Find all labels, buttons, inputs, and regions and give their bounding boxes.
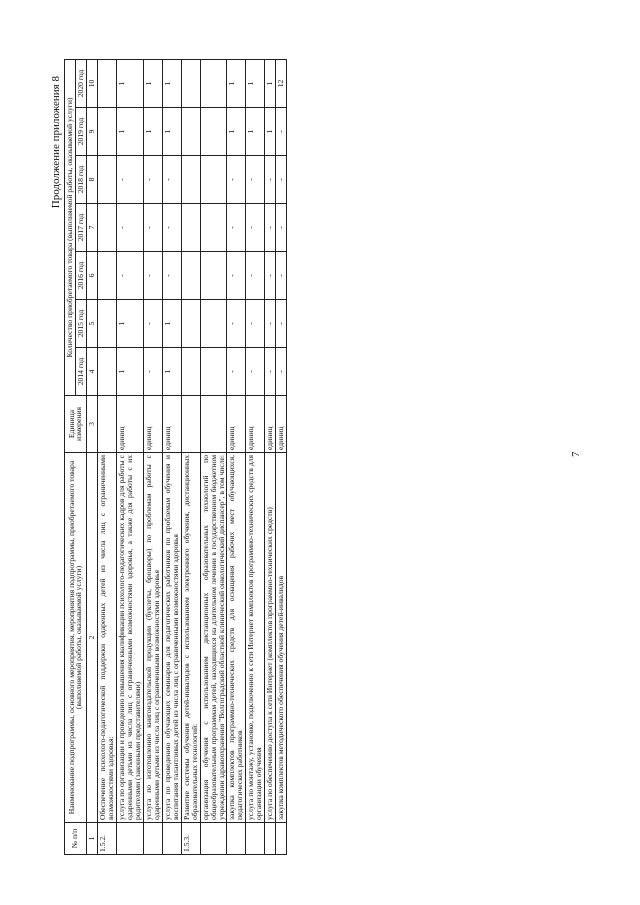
cell-num: [200, 823, 227, 855]
column-number: 10: [86, 60, 97, 108]
cell-num: 1.5.3.: [181, 823, 200, 855]
cell-value: -: [116, 156, 143, 204]
cell-text: Обеспечение психолого-педагогической поддержки одаренных детей из числа лиц с ограниченными возможностями здоровья:: [97, 453, 116, 823]
column-number: 5: [86, 300, 97, 348]
cell-value: 1: [116, 60, 143, 108]
cell-unit: единиц: [265, 396, 276, 453]
cell-text: закупка комплектов методического обеспечения обучения детей-инвалидов: [276, 453, 287, 823]
cell-value: 1: [162, 348, 181, 396]
header-year: 2017 год: [75, 204, 86, 252]
header-year: 2019 год: [75, 108, 86, 156]
cell-text: услуга по организации и проведению повышения квалификации психолого-педагогических кадров для работы с одаренными детьми из числа лиц с ограниченными возможностями здоровья, а также для работы с их родителями (законными представителями): [116, 453, 143, 823]
header-year: 2016 год: [75, 252, 86, 300]
cell-unit: единиц: [246, 396, 265, 453]
cell-value: -: [143, 252, 162, 300]
column-number: 8: [86, 156, 97, 204]
cell-value: -: [162, 252, 181, 300]
cell-value: [200, 252, 227, 300]
cell-value: -: [162, 204, 181, 252]
cell-value: -: [116, 204, 143, 252]
cell-text: услуга по проведению обучающих семинаров для педагогических работников по проблемам обучения и воспитания талантливых детей из числа лиц с ограниченными возможностями здоровья: [162, 453, 181, 823]
cell-num: [227, 823, 246, 855]
cell-num: 1.5.2.: [97, 823, 116, 855]
header-unit: Единица измерения: [65, 396, 87, 453]
cell-value: -: [246, 204, 265, 252]
cell-value: 1: [162, 108, 181, 156]
table-row: [200, 60, 227, 855]
header-year: 2020 год: [75, 60, 86, 108]
cell-value: [181, 204, 200, 252]
table-row: [265, 60, 276, 855]
cell-value: [97, 348, 116, 396]
cell-num: [116, 823, 143, 855]
continuation-label: Продолжение приложения 8: [50, 76, 62, 209]
page-number: 7: [570, 451, 582, 457]
cell-value: -: [276, 300, 287, 348]
table-row: [116, 60, 143, 855]
cell-value: [200, 204, 227, 252]
cell-value: -: [246, 348, 265, 396]
header-year: 2018 год: [75, 156, 86, 204]
cell-value: -: [227, 252, 246, 300]
cell-value: 1: [162, 300, 181, 348]
cell-value: 1: [143, 60, 162, 108]
cell-unit: единиц: [227, 396, 246, 453]
cell-value: 1: [143, 108, 162, 156]
column-number: 9: [86, 108, 97, 156]
cell-value: -: [276, 348, 287, 396]
cell-num: [276, 823, 287, 855]
header-num: № п/п: [65, 823, 87, 855]
table-body: [97, 60, 286, 855]
cell-value: 1: [265, 60, 276, 108]
cell-value: [181, 60, 200, 108]
cell-value: 1: [227, 60, 246, 108]
cell-value: -: [246, 252, 265, 300]
cell-num: [265, 823, 276, 855]
cell-value: 1: [116, 108, 143, 156]
table-row: [97, 60, 116, 855]
cell-unit: [200, 396, 227, 453]
cell-unit: единиц: [116, 396, 143, 453]
cell-value: [97, 300, 116, 348]
cell-value: -: [276, 156, 287, 204]
cell-value: [200, 300, 227, 348]
cell-value: -: [276, 108, 287, 156]
cell-value: -: [246, 156, 265, 204]
cell-text: услуга по монтажу, установке, подключению к сети Интернет комплектов программно-технических средств для организации обучения: [246, 453, 265, 823]
cell-value: -: [265, 348, 276, 396]
cell-value: [181, 300, 200, 348]
table-row: [181, 60, 200, 855]
cell-value: 1: [246, 60, 265, 108]
header-year: 2015 год: [75, 300, 86, 348]
cell-unit: [181, 396, 200, 453]
table-row: [276, 60, 287, 855]
cell-value: 1: [162, 60, 181, 108]
cell-value: -: [227, 348, 246, 396]
cell-value: [97, 108, 116, 156]
cell-value: -: [143, 348, 162, 396]
cell-text: услуга по изготовлению книгоиздательской продукции (буклеты, брошюры) по проблемам работы с одаренными детьми из числа лиц с ограниченными возможностями здоровья: [143, 453, 162, 823]
header-name: Наименование подпрограммы, основного мероприятия, мероприятия подпрограммы, приобретаемого товара (выполняемой работы, оказываемой услуги): [65, 453, 87, 823]
cell-value: -: [227, 204, 246, 252]
cell-value: -: [162, 156, 181, 204]
cell-value: 12: [276, 60, 287, 108]
cell-value: -: [116, 252, 143, 300]
cell-value: -: [227, 156, 246, 204]
cell-value: [200, 348, 227, 396]
cell-text: организация обучения с использованием дистанционных образовательных технологий по общеобразовательным программам детей, находящихся на длительном лечении в государственном бюджетном учреждении здравоохранения "Волгоградский областной клинический онкологический диспансер", в том числе:: [200, 453, 227, 823]
cell-value: [97, 60, 116, 108]
cell-value: 1: [265, 108, 276, 156]
cell-unit: единиц: [162, 396, 181, 453]
cell-value: -: [227, 300, 246, 348]
cell-value: 1: [246, 108, 265, 156]
column-number: 7: [86, 204, 97, 252]
header-quantity: Количество приобретаемого товара (выполняемой работы, оказываемой услуги): [65, 60, 76, 396]
column-number: 6: [86, 252, 97, 300]
cell-value: [200, 60, 227, 108]
cell-text: услуга по обеспечению доступа к сети Интернет (комплектов программно-технических средств): [265, 453, 276, 823]
cell-value: -: [143, 156, 162, 204]
table-row: [162, 60, 181, 855]
cell-value: [97, 156, 116, 204]
cell-value: 1: [116, 300, 143, 348]
cell-value: -: [246, 300, 265, 348]
cell-unit: единиц: [276, 396, 287, 453]
cell-unit: единиц: [143, 396, 162, 453]
cell-value: -: [276, 204, 287, 252]
table-row: [246, 60, 265, 855]
column-number: 3: [86, 396, 97, 453]
cell-value: [97, 204, 116, 252]
table-row: [143, 60, 162, 855]
cell-value: -: [143, 300, 162, 348]
cell-value: 1: [227, 108, 246, 156]
cell-value: -: [265, 156, 276, 204]
cell-value: [200, 108, 227, 156]
cell-value: [200, 156, 227, 204]
cell-text: Развитие системы обучения детей-инвалидов с использованием электронного обучения, дистанционных образовательных технологий:: [181, 453, 200, 823]
column-number: 4: [86, 348, 97, 396]
cell-num: [143, 823, 162, 855]
cell-num: [162, 823, 181, 855]
cell-value: [97, 252, 116, 300]
cell-value: -: [265, 204, 276, 252]
cell-value: -: [143, 204, 162, 252]
table-row: [227, 60, 246, 855]
cell-value: -: [265, 252, 276, 300]
cell-text: закупка комплектов программно-технических средств для оснащения рабочих мест обучающихся, педагогических работников: [227, 453, 246, 823]
cell-unit: [97, 396, 116, 453]
cell-value: -: [276, 252, 287, 300]
cell-value: 1: [116, 348, 143, 396]
cell-value: [181, 108, 200, 156]
cell-num: [246, 823, 265, 855]
column-number: 1: [86, 823, 97, 855]
quantity-table: [64, 59, 287, 855]
cell-value: [181, 156, 200, 204]
cell-value: [181, 252, 200, 300]
cell-value: [181, 348, 200, 396]
header-year: 2014 год: [75, 348, 86, 396]
cell-value: -: [265, 300, 276, 348]
column-number: 2: [86, 453, 97, 823]
